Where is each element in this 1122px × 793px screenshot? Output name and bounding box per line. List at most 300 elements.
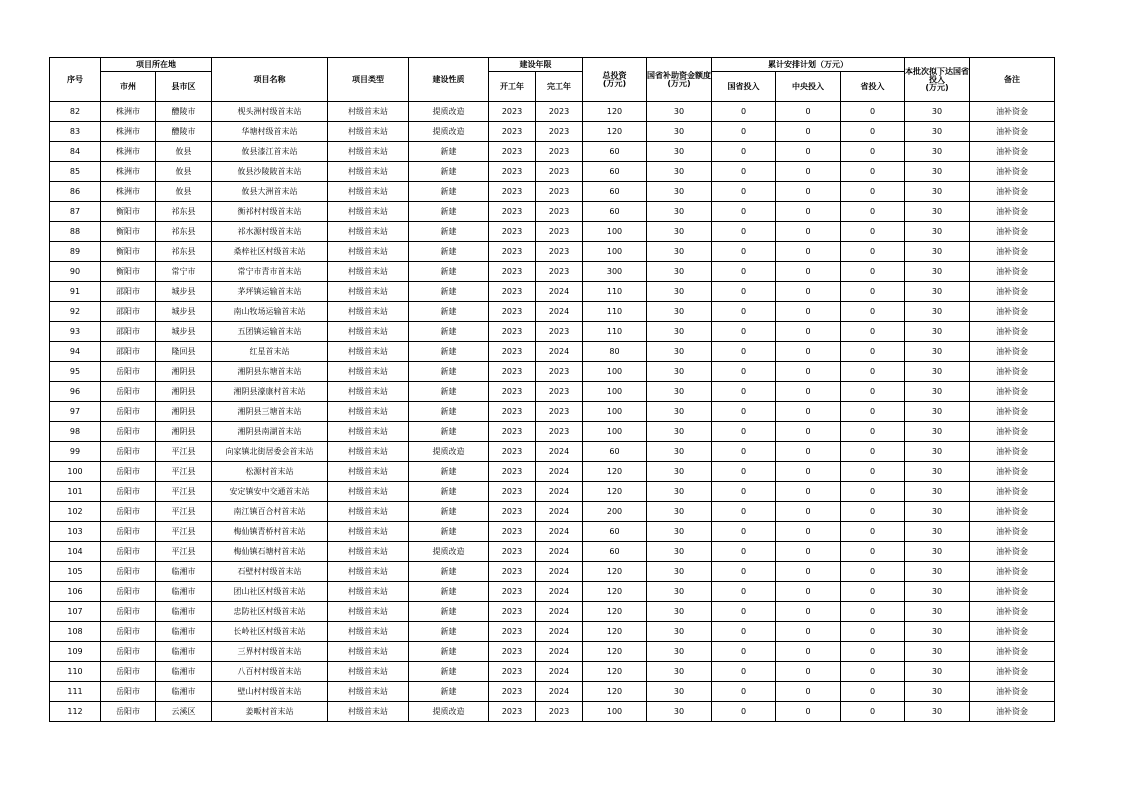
- cell-remark: 油补资金: [970, 182, 1055, 202]
- cell-city: 岳阳市: [101, 542, 156, 562]
- cell-project-type: 村级首末站: [328, 282, 409, 302]
- cell-county: 临湘市: [156, 622, 212, 642]
- table-row: [50, 202, 1055, 222]
- header-city: 市州: [101, 72, 156, 102]
- cell-nature: 新建: [409, 682, 489, 702]
- cell-seq: 83: [50, 122, 101, 142]
- cell-batch-amount: 30: [905, 542, 970, 562]
- cell-national-provincial: 0: [712, 482, 776, 502]
- cell-nature: 新建: [409, 202, 489, 222]
- cell-city: 岳阳市: [101, 602, 156, 622]
- cell-project-type: 村级首末站: [328, 522, 409, 542]
- cell-provincial: 0: [841, 102, 905, 122]
- cell-end-year: 2024: [536, 482, 583, 502]
- header-provincial: 省投入: [841, 72, 905, 102]
- table-row: [50, 542, 1055, 562]
- cell-nature: 新建: [409, 502, 489, 522]
- cell-subsidy: 30: [647, 542, 712, 562]
- cell-end-year: 2023: [536, 222, 583, 242]
- cell-remark: 油补资金: [970, 382, 1055, 402]
- cell-city: 岳阳市: [101, 682, 156, 702]
- cell-subsidy: 30: [647, 282, 712, 302]
- cell-project-type: 村级首末站: [328, 322, 409, 342]
- cell-provincial: 0: [841, 562, 905, 582]
- cell-national-provincial: 0: [712, 642, 776, 662]
- cell-county: 湘阴县: [156, 402, 212, 422]
- cell-total-investment: 100: [583, 702, 647, 722]
- cell-total-investment: 120: [583, 682, 647, 702]
- cell-end-year: 2024: [536, 682, 583, 702]
- cell-national-provincial: 0: [712, 682, 776, 702]
- table-row: [50, 682, 1055, 702]
- cell-seq: 106: [50, 582, 101, 602]
- table-row: [50, 342, 1055, 362]
- cell-county: 临湘市: [156, 642, 212, 662]
- cell-county: 临湘市: [156, 562, 212, 582]
- cell-city: 岳阳市: [101, 522, 156, 542]
- cell-county: 祁东县: [156, 242, 212, 262]
- cell-provincial: 0: [841, 362, 905, 382]
- table-row: [50, 302, 1055, 322]
- cell-start-year: 2023: [489, 542, 536, 562]
- cell-remark: 油补资金: [970, 422, 1055, 442]
- cell-central: 0: [776, 522, 841, 542]
- cell-nature: 提质改造: [409, 542, 489, 562]
- cell-provincial: 0: [841, 522, 905, 542]
- cell-provincial: 0: [841, 182, 905, 202]
- header-batch-amount: 本批次拟下达国省投入 (万元): [905, 58, 970, 102]
- cell-nature: 新建: [409, 402, 489, 422]
- cell-city: 岳阳市: [101, 562, 156, 582]
- table-body: [50, 102, 1055, 722]
- table-row: [50, 222, 1055, 242]
- table-row: [50, 122, 1055, 142]
- cell-batch-amount: 30: [905, 142, 970, 162]
- cell-county: 平江县: [156, 502, 212, 522]
- cell-seq: 112: [50, 702, 101, 722]
- cell-national-provincial: 0: [712, 422, 776, 442]
- header-central: 中央投入: [776, 72, 841, 102]
- cell-project-name: 攸县漆江首末站: [212, 142, 328, 162]
- cell-end-year: 2024: [536, 582, 583, 602]
- cell-project-name: 向家镇北街居委会首末站: [212, 442, 328, 462]
- cell-seq: 110: [50, 662, 101, 682]
- table-row: [50, 522, 1055, 542]
- cell-county: 平江县: [156, 462, 212, 482]
- cell-total-investment: 120: [583, 602, 647, 622]
- cell-remark: 油补资金: [970, 162, 1055, 182]
- cell-subsidy: 30: [647, 302, 712, 322]
- cell-total-investment: 100: [583, 402, 647, 422]
- cell-central: 0: [776, 202, 841, 222]
- table-row: [50, 162, 1055, 182]
- cell-provincial: 0: [841, 322, 905, 342]
- cell-project-type: 村级首末站: [328, 502, 409, 522]
- cell-batch-amount: 30: [905, 562, 970, 582]
- cell-central: 0: [776, 322, 841, 342]
- table-row: [50, 662, 1055, 682]
- cell-start-year: 2023: [489, 282, 536, 302]
- cell-subsidy: 30: [647, 222, 712, 242]
- cell-national-provincial: 0: [712, 402, 776, 422]
- cell-central: 0: [776, 262, 841, 282]
- cell-seq: 85: [50, 162, 101, 182]
- cell-central: 0: [776, 482, 841, 502]
- cell-subsidy: 30: [647, 122, 712, 142]
- table-row: [50, 102, 1055, 122]
- cell-city: 岳阳市: [101, 382, 156, 402]
- cell-project-name: 祁水源村级首末站: [212, 222, 328, 242]
- cell-seq: 96: [50, 382, 101, 402]
- cell-city: 衡阳市: [101, 222, 156, 242]
- cell-national-provincial: 0: [712, 302, 776, 322]
- cell-nature: 提质改造: [409, 442, 489, 462]
- cell-batch-amount: 30: [905, 242, 970, 262]
- cell-central: 0: [776, 682, 841, 702]
- cell-batch-amount: 30: [905, 162, 970, 182]
- cell-batch-amount: 30: [905, 442, 970, 462]
- cell-nature: 新建: [409, 142, 489, 162]
- cell-project-name: 湘阴县东塘首末站: [212, 362, 328, 382]
- cell-project-name: 八百村村级首末站: [212, 662, 328, 682]
- cell-seq: 94: [50, 342, 101, 362]
- cell-project-type: 村级首末站: [328, 602, 409, 622]
- cell-start-year: 2023: [489, 562, 536, 582]
- cell-remark: 油补资金: [970, 322, 1055, 342]
- cell-batch-amount: 30: [905, 502, 970, 522]
- cell-project-name: 常宁市青市首末站: [212, 262, 328, 282]
- cell-end-year: 2024: [536, 282, 583, 302]
- cell-end-year: 2024: [536, 502, 583, 522]
- cell-nature: 新建: [409, 602, 489, 622]
- cell-provincial: 0: [841, 242, 905, 262]
- cell-total-investment: 120: [583, 482, 647, 502]
- cell-subsidy: 30: [647, 362, 712, 382]
- cell-county: 临湘市: [156, 682, 212, 702]
- table-row: [50, 362, 1055, 382]
- cell-start-year: 2023: [489, 202, 536, 222]
- header-project-type: 项目类型: [328, 58, 409, 102]
- cell-nature: 新建: [409, 482, 489, 502]
- cell-end-year: 2023: [536, 162, 583, 182]
- cell-nature: 新建: [409, 462, 489, 482]
- cell-nature: 新建: [409, 622, 489, 642]
- cell-central: 0: [776, 142, 841, 162]
- cell-county: 湘阴县: [156, 422, 212, 442]
- table-row: [50, 442, 1055, 462]
- cell-end-year: 2023: [536, 382, 583, 402]
- cell-project-name: 三界村村级首末站: [212, 642, 328, 662]
- cell-remark: 油补资金: [970, 242, 1055, 262]
- cell-subsidy: 30: [647, 402, 712, 422]
- cell-central: 0: [776, 282, 841, 302]
- cell-subsidy: 30: [647, 382, 712, 402]
- cell-end-year: 2024: [536, 302, 583, 322]
- cell-seq: 86: [50, 182, 101, 202]
- cell-nature: 新建: [409, 302, 489, 322]
- cell-county: 攸县: [156, 162, 212, 182]
- cell-provincial: 0: [841, 642, 905, 662]
- cell-national-provincial: 0: [712, 222, 776, 242]
- cell-provincial: 0: [841, 162, 905, 182]
- cell-nature: 新建: [409, 322, 489, 342]
- cell-total-investment: 110: [583, 282, 647, 302]
- header-cumulative-plan: 累计安排计划（万元）: [712, 58, 905, 72]
- table-row: [50, 622, 1055, 642]
- cell-project-type: 村级首末站: [328, 182, 409, 202]
- cell-end-year: 2023: [536, 202, 583, 222]
- cell-start-year: 2023: [489, 602, 536, 622]
- cell-seq: 103: [50, 522, 101, 542]
- cell-end-year: 2024: [536, 522, 583, 542]
- cell-county: 湘阴县: [156, 382, 212, 402]
- cell-project-type: 村级首末站: [328, 362, 409, 382]
- cell-remark: 油补资金: [970, 502, 1055, 522]
- cell-seq: 102: [50, 502, 101, 522]
- cell-city: 衡阳市: [101, 202, 156, 222]
- cell-nature: 新建: [409, 182, 489, 202]
- cell-total-investment: 100: [583, 382, 647, 402]
- cell-central: 0: [776, 442, 841, 462]
- cell-project-type: 村级首末站: [328, 482, 409, 502]
- cell-city: 衡阳市: [101, 242, 156, 262]
- cell-subsidy: 30: [647, 702, 712, 722]
- cell-provincial: 0: [841, 262, 905, 282]
- cell-remark: 油补资金: [970, 102, 1055, 122]
- cell-batch-amount: 30: [905, 662, 970, 682]
- cell-seq: 90: [50, 262, 101, 282]
- cell-provincial: 0: [841, 442, 905, 462]
- cell-seq: 95: [50, 362, 101, 382]
- cell-subsidy: 30: [647, 602, 712, 622]
- cell-remark: 油补资金: [970, 602, 1055, 622]
- cell-total-investment: 60: [583, 542, 647, 562]
- cell-county: 临湘市: [156, 662, 212, 682]
- cell-subsidy: 30: [647, 582, 712, 602]
- cell-provincial: 0: [841, 342, 905, 362]
- cell-county: 临湘市: [156, 582, 212, 602]
- cell-subsidy: 30: [647, 562, 712, 582]
- table-row: [50, 142, 1055, 162]
- cell-subsidy: 30: [647, 242, 712, 262]
- table-row: [50, 482, 1055, 502]
- cell-county: 醴陵市: [156, 122, 212, 142]
- cell-city: 邵阳市: [101, 322, 156, 342]
- header-location: 项目所在地: [101, 58, 212, 72]
- cell-city: 岳阳市: [101, 442, 156, 462]
- cell-end-year: 2023: [536, 702, 583, 722]
- cell-county: 临湘市: [156, 602, 212, 622]
- cell-central: 0: [776, 542, 841, 562]
- cell-project-type: 村级首末站: [328, 342, 409, 362]
- cell-national-provincial: 0: [712, 362, 776, 382]
- cell-start-year: 2023: [489, 582, 536, 602]
- cell-project-name: 华塘村级首末站: [212, 122, 328, 142]
- cell-project-type: 村级首末站: [328, 122, 409, 142]
- cell-total-investment: 300: [583, 262, 647, 282]
- cell-project-type: 村级首末站: [328, 262, 409, 282]
- cell-total-investment: 60: [583, 182, 647, 202]
- cell-county: 祁东县: [156, 202, 212, 222]
- cell-end-year: 2023: [536, 242, 583, 262]
- cell-batch-amount: 30: [905, 102, 970, 122]
- cell-project-name: 湘阴县南湖首末站: [212, 422, 328, 442]
- table-row: [50, 602, 1055, 622]
- header-end-year: 完工年: [536, 72, 583, 102]
- cell-batch-amount: 30: [905, 122, 970, 142]
- cell-national-provincial: 0: [712, 442, 776, 462]
- cell-national-provincial: 0: [712, 182, 776, 202]
- table-row: [50, 182, 1055, 202]
- cell-end-year: 2023: [536, 122, 583, 142]
- cell-project-type: 村级首末站: [328, 642, 409, 662]
- cell-subsidy: 30: [647, 442, 712, 462]
- cell-start-year: 2023: [489, 162, 536, 182]
- cell-central: 0: [776, 622, 841, 642]
- cell-end-year: 2024: [536, 562, 583, 582]
- cell-provincial: 0: [841, 502, 905, 522]
- cell-batch-amount: 30: [905, 702, 970, 722]
- cell-total-investment: 120: [583, 462, 647, 482]
- cell-project-name: 南江镇百合村首末站: [212, 502, 328, 522]
- cell-project-name: 安定镇安中交通首末站: [212, 482, 328, 502]
- cell-start-year: 2023: [489, 222, 536, 242]
- cell-central: 0: [776, 562, 841, 582]
- cell-total-investment: 100: [583, 422, 647, 442]
- cell-project-name: 忠防社区村级首末站: [212, 602, 328, 622]
- cell-start-year: 2023: [489, 702, 536, 722]
- cell-seq: 100: [50, 462, 101, 482]
- cell-provincial: 0: [841, 122, 905, 142]
- cell-seq: 99: [50, 442, 101, 462]
- cell-batch-amount: 30: [905, 222, 970, 242]
- cell-central: 0: [776, 382, 841, 402]
- cell-city: 岳阳市: [101, 582, 156, 602]
- cell-total-investment: 80: [583, 342, 647, 362]
- cell-national-provincial: 0: [712, 582, 776, 602]
- cell-project-type: 村级首末站: [328, 442, 409, 462]
- cell-project-name: 石壁村村级首末站: [212, 562, 328, 582]
- cell-project-type: 村级首末站: [328, 542, 409, 562]
- cell-total-investment: 60: [583, 442, 647, 462]
- cell-city: 岳阳市: [101, 402, 156, 422]
- cell-project-name: 团山社区村级首末站: [212, 582, 328, 602]
- cell-remark: 油补资金: [970, 582, 1055, 602]
- cell-start-year: 2023: [489, 482, 536, 502]
- cell-seq: 92: [50, 302, 101, 322]
- cell-central: 0: [776, 342, 841, 362]
- cell-county: 攸县: [156, 182, 212, 202]
- cell-nature: 新建: [409, 582, 489, 602]
- cell-provincial: 0: [841, 142, 905, 162]
- cell-central: 0: [776, 662, 841, 682]
- cell-central: 0: [776, 162, 841, 182]
- header-construction-period: 建设年限: [489, 58, 583, 72]
- cell-seq: 82: [50, 102, 101, 122]
- project-table: [49, 57, 1055, 722]
- cell-end-year: 2023: [536, 402, 583, 422]
- cell-seq: 98: [50, 422, 101, 442]
- cell-central: 0: [776, 422, 841, 442]
- cell-project-name: 梅仙镇青桥村首末站: [212, 522, 328, 542]
- cell-project-type: 村级首末站: [328, 142, 409, 162]
- cell-total-investment: 60: [583, 522, 647, 542]
- cell-provincial: 0: [841, 582, 905, 602]
- cell-start-year: 2023: [489, 242, 536, 262]
- cell-central: 0: [776, 602, 841, 622]
- cell-start-year: 2023: [489, 142, 536, 162]
- cell-start-year: 2023: [489, 362, 536, 382]
- cell-total-investment: 120: [583, 642, 647, 662]
- cell-batch-amount: 30: [905, 282, 970, 302]
- cell-subsidy: 30: [647, 202, 712, 222]
- cell-start-year: 2023: [489, 462, 536, 482]
- cell-project-name: 南山牧场运输首末站: [212, 302, 328, 322]
- cell-national-provincial: 0: [712, 602, 776, 622]
- cell-national-provincial: 0: [712, 522, 776, 542]
- cell-remark: 油补资金: [970, 562, 1055, 582]
- cell-remark: 油补资金: [970, 542, 1055, 562]
- cell-remark: 油补资金: [970, 402, 1055, 422]
- cell-batch-amount: 30: [905, 262, 970, 282]
- cell-batch-amount: 30: [905, 322, 970, 342]
- cell-subsidy: 30: [647, 522, 712, 542]
- cell-start-year: 2023: [489, 682, 536, 702]
- cell-subsidy: 30: [647, 262, 712, 282]
- cell-project-name: 梅仙镇石塘村首末站: [212, 542, 328, 562]
- cell-city: 岳阳市: [101, 702, 156, 722]
- cell-provincial: 0: [841, 462, 905, 482]
- cell-start-year: 2023: [489, 402, 536, 422]
- cell-nature: 新建: [409, 262, 489, 282]
- cell-start-year: 2023: [489, 662, 536, 682]
- cell-city: 岳阳市: [101, 422, 156, 442]
- cell-total-investment: 100: [583, 222, 647, 242]
- table-row: [50, 562, 1055, 582]
- cell-end-year: 2023: [536, 422, 583, 442]
- cell-end-year: 2024: [536, 342, 583, 362]
- cell-seq: 101: [50, 482, 101, 502]
- table-row: [50, 582, 1055, 602]
- cell-central: 0: [776, 642, 841, 662]
- cell-subsidy: 30: [647, 502, 712, 522]
- cell-total-investment: 110: [583, 302, 647, 322]
- cell-end-year: 2023: [536, 322, 583, 342]
- cell-project-name: 五团镇运输首末站: [212, 322, 328, 342]
- cell-total-investment: 110: [583, 322, 647, 342]
- cell-project-name: 壁山村村级首末站: [212, 682, 328, 702]
- cell-national-provincial: 0: [712, 622, 776, 642]
- cell-county: 湘阴县: [156, 362, 212, 382]
- cell-city: 邵阳市: [101, 302, 156, 322]
- table-row: [50, 422, 1055, 442]
- cell-nature: 提质改造: [409, 702, 489, 722]
- cell-national-provincial: 0: [712, 502, 776, 522]
- cell-national-provincial: 0: [712, 702, 776, 722]
- cell-end-year: 2024: [536, 622, 583, 642]
- cell-national-provincial: 0: [712, 202, 776, 222]
- cell-remark: 油补资金: [970, 122, 1055, 142]
- table-row: [50, 262, 1055, 282]
- cell-central: 0: [776, 122, 841, 142]
- cell-subsidy: 30: [647, 642, 712, 662]
- cell-batch-amount: 30: [905, 302, 970, 322]
- cell-county: 城步县: [156, 282, 212, 302]
- cell-project-name: 松源村首末站: [212, 462, 328, 482]
- cell-seq: 111: [50, 682, 101, 702]
- cell-national-provincial: 0: [712, 562, 776, 582]
- table-row: [50, 702, 1055, 722]
